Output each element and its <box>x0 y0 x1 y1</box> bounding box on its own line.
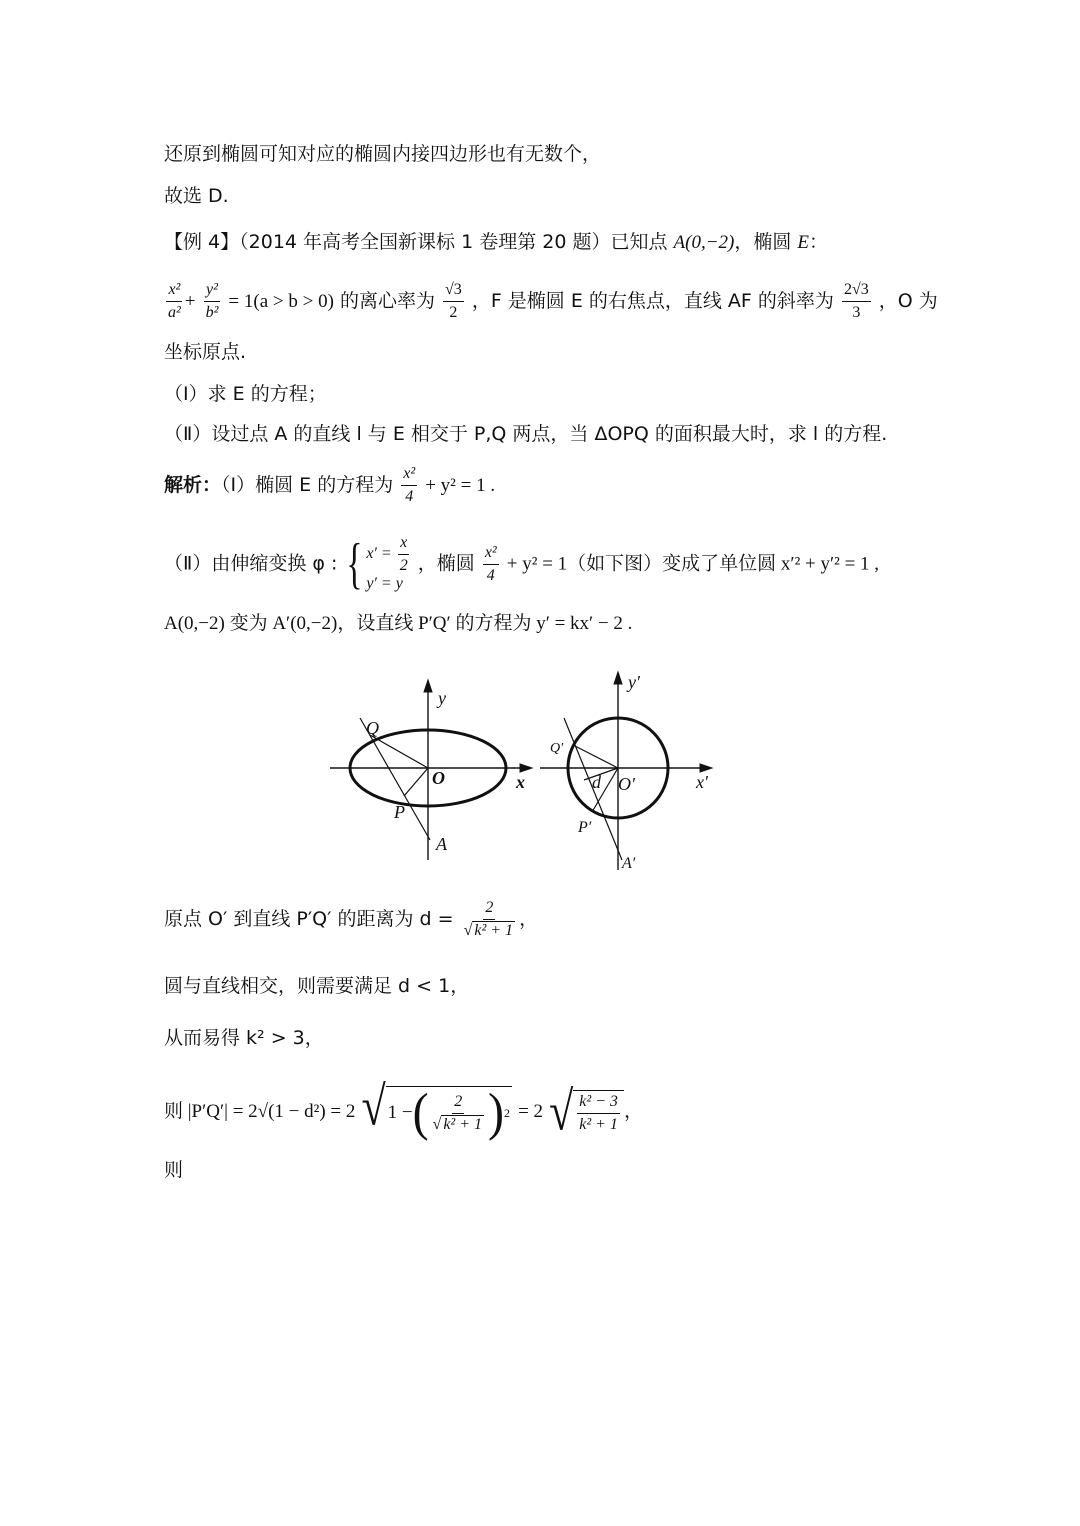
left-y-arrow <box>424 680 432 692</box>
right-y-arrow <box>614 672 622 684</box>
right-x-label: x′ <box>696 772 708 792</box>
ellipse-condition: = 1(a > b > 0) <box>228 291 334 312</box>
origin-line: 坐标原点. <box>164 341 247 363</box>
left-OP <box>404 768 428 796</box>
solution-label: 解析： <box>164 474 222 496</box>
length-text: 则 |P′Q′| = 2√(1 − d²) = 2 <box>164 1101 356 1122</box>
frac-2-sqrt-k2p1: $\frac{2}{\text{√ k² + 1}}$ <box>463 899 514 939</box>
left-brace: { <box>346 533 363 596</box>
left-O-label: O <box>432 768 445 788</box>
final-line: 则 <box>164 1159 184 1181</box>
left-A-label: A <box>436 834 447 854</box>
focus-text: ，F 是椭圆 E 的右焦点，直线 AF 的斜率为 <box>471 290 834 312</box>
plus-sign: + <box>184 291 196 312</box>
distance-line <box>164 900 538 939</box>
colon: ： <box>809 231 829 253</box>
example-heading <box>164 228 828 257</box>
example-label: 【例 4】 <box>164 231 240 253</box>
eccentricity-text: 的离心率为 <box>339 290 435 312</box>
question-2: （Ⅱ）设过点 A 的直线 l 与 E 相交于 P,Q 两点，当 ΔOPQ 的面积最大时，求 l 的方程. <box>164 423 888 445</box>
solution-2-ellipse: ，椭圆 <box>417 552 475 575</box>
right-y-label: y′ <box>628 672 640 692</box>
left-Q-label: Q <box>366 718 379 738</box>
left-P-label: P <box>394 802 405 822</box>
big-sqrt-2: √ $\frac{\text{k² − 3}}{\text{k² + 1}}$ <box>549 1090 624 1134</box>
figure <box>320 660 740 880</box>
solution-part-2 <box>164 533 880 596</box>
frac-x2-4: $\frac{\text{x²}}{4}$ <box>403 465 416 505</box>
origin-O-text: ，O 为 <box>878 290 938 312</box>
right-d-label: d <box>592 772 601 792</box>
text-line-1: 还原到椭圆可知对应的椭圆内接四边形也有无数个， <box>164 143 602 165</box>
left-x-arrow <box>520 764 532 772</box>
right-x-arrow <box>700 764 712 772</box>
right-d-segment <box>584 768 618 780</box>
case-2: y′ = y <box>366 575 403 592</box>
frac-x2-4-b: $\frac{\text{x²}}{4}$ <box>484 543 497 584</box>
right-A-label: A′ <box>622 855 636 872</box>
right-OQ <box>575 746 618 768</box>
point-A: A(0,−2) <box>673 232 735 253</box>
frac-2sqrt3-3: $\frac{2√3}{3}$ <box>843 281 869 321</box>
left-x-label: x <box>516 772 525 792</box>
solution-1-text: （Ⅰ）椭圆 E 的方程为 <box>221 474 394 496</box>
right-P-label: P′ <box>578 819 592 836</box>
big-sqrt-1: √ 1 − ( $\frac{2}{\text{√ k² + 1}}$ ) 2 <box>361 1075 511 1142</box>
length-comma: ， <box>623 1100 643 1122</box>
solution-2-text: （Ⅱ）由伸缩变换 φ : <box>164 552 338 575</box>
question-1: （Ⅰ）求 E 的方程； <box>164 383 327 405</box>
solution-part-1 <box>164 466 495 505</box>
example-source: （2014 年高考全国新课标 1 卷理第 20 题）已知点 <box>239 231 668 253</box>
ellipse-word: ，椭圆 <box>734 231 792 253</box>
distance-text: 原点 O′ 到直线 P′Q′ 的距离为 d = <box>164 908 454 930</box>
ellipse-E: E <box>797 232 810 253</box>
length-line <box>164 1075 643 1142</box>
ellipse-condition-line <box>164 282 938 321</box>
easy-line: 从而易得 k² > 3， <box>164 1027 324 1049</box>
distance-comma: ， <box>519 908 539 930</box>
solution-1-eq: + y² = 1 . <box>425 475 496 496</box>
right-O-label: O′ <box>618 774 635 794</box>
frac-sqrt3-2: $\frac{√3}{2}$ <box>445 281 462 321</box>
right-Q-label: Q′ <box>550 741 564 756</box>
transform-cases <box>343 533 411 596</box>
left-y-label: y <box>438 688 446 708</box>
transform-line: A(0,−2) 变为 A′(0,−2)，设直线 P′Q′ 的方程为 y′ = kx′ − 2 . <box>164 613 633 634</box>
frac-y2-b2: $\frac{\text{y²}}{\text{b²}}$ <box>205 281 219 321</box>
text-line-2: 故选 D. <box>164 185 229 207</box>
frac-x2-a2: $\frac{\text{x²}}{\text{a²}}$ <box>168 281 181 321</box>
condition-line: 圆与直线相交，则需要满足 d < 1， <box>164 975 470 997</box>
equals-2: = 2 <box>518 1101 544 1122</box>
case-1: x′ = $\frac{x}{2}$ <box>366 534 408 574</box>
solution-2-circle: + y² = 1（如下图）变成了单位圆 x′² + y′² = 1 , <box>506 553 880 575</box>
